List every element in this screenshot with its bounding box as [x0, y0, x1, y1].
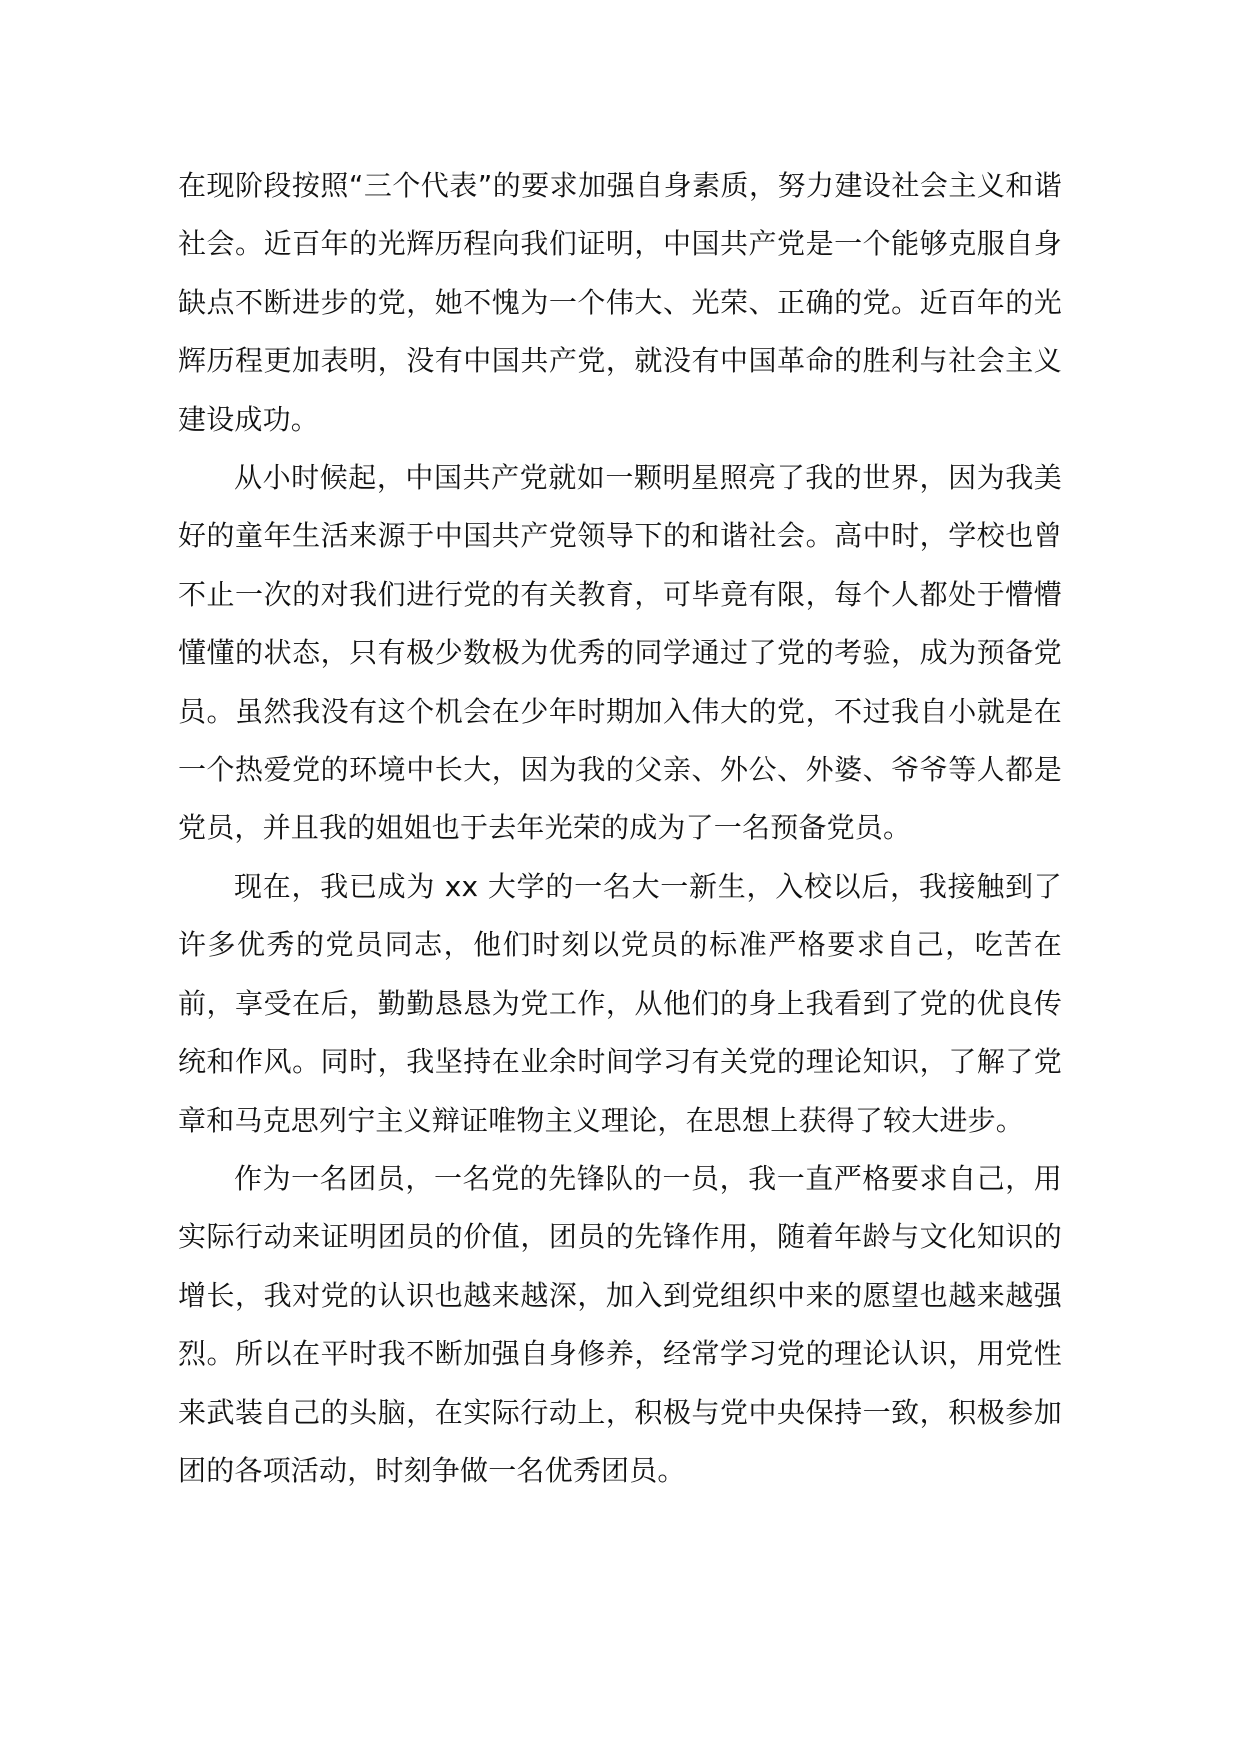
- paragraph-2: 从小时候起，中国共产党就如一颗明星照亮了我的世界，因为我美好的童年生活来源于中国共产党领导下的和谐社会。高中时，学校也曾不止一次的对我们进行党的有关教育，可毕竟有限，每个人都处于懵懵懂懂的状态，只有极少数极为优秀的同学通过了党的考验，成为预备党员。虽然我没有这个机会在少年时期加入伟大的党，不过我自小就是在一个热爱党的环境中长大，因为我的父亲、外公、外婆、爷爷等人都是党员，并且我的姐姐也于去年光荣的成为了一名预备党员。: [178, 461, 1062, 845]
- paragraph-1: 在现阶段按照“三个代表”的要求加强自身素质，努力建设社会主义和谐社会。近百年的光辉历程向我们证明，中国共产党是一个能够克服自身缺点不断进步的党，她不愧为一个伟大、光荣、正确的党。近百年的光辉历程更加表明，没有中国共产党，就没有中国革命的胜利与社会主义建设成功。: [178, 169, 1062, 436]
- document-body: [178, 157, 1062, 1500]
- paragraph-4: 作为一名团员，一名党的先锋队的一员，我一直严格要求自己，用实际行动来证明团员的价值，团员的先锋作用，随着年龄与文化知识的增长，我对党的认识也越来越深，加入到党组织中来的愿望也越来越强烈。所以在平时我不断加强自身修养，经常学习党的理论认识，用党性来武装自己的头脑，在实际行动上，积极与党中央保持一致，积极参加团的各项活动，时刻争做一名优秀团员。: [178, 1161, 1062, 1487]
- paragraph-3: 现在，我已成为 xx 大学的一名大一新生，入校以后，我接触到了许多优秀的党员同志，他们时刻以党员的标准严格要求自己，吃苦在前，享受在后，勤勤恳恳为党工作，从他们的身上我看到了党的优良传统和作风。同时，我坚持在业余时间学习有关党的理论知识，了解了党章和马克思列宁主义辩证唯物主义理论，在思想上获得了较大进步。: [178, 869, 1062, 1137]
